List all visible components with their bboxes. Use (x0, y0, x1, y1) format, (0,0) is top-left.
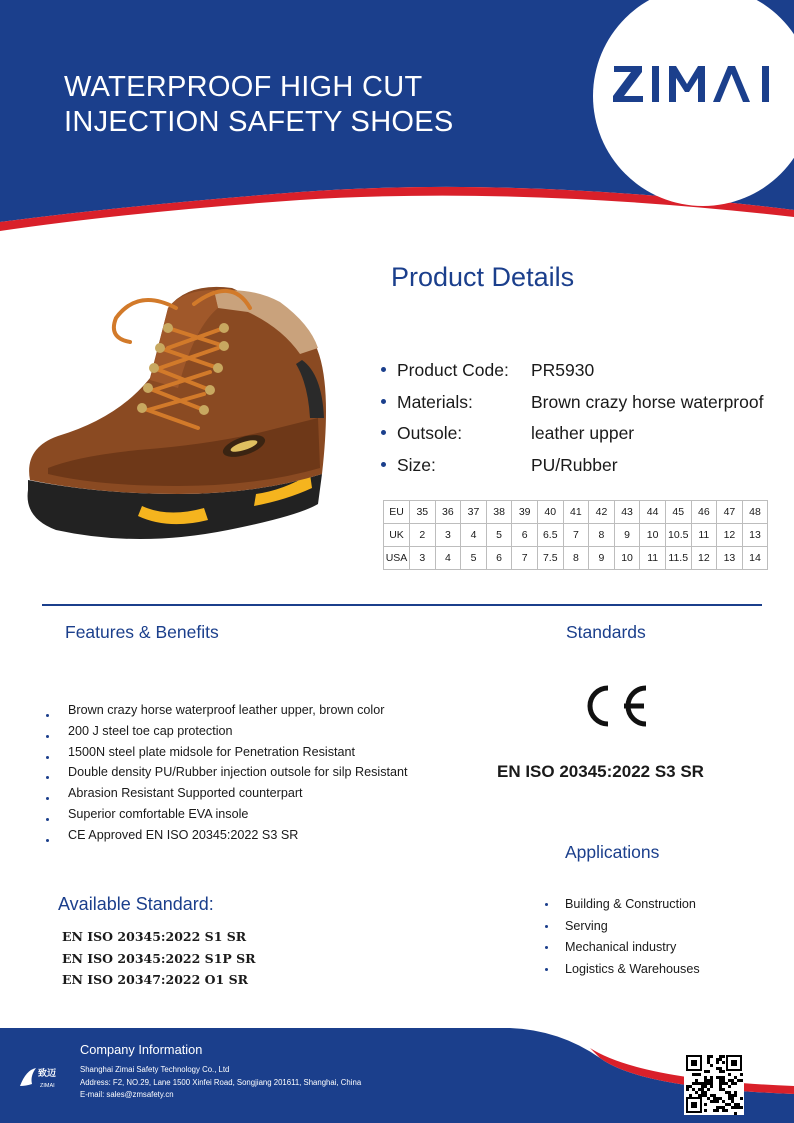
size-cell: 7.5 (537, 547, 563, 570)
size-cell: 35 (410, 501, 436, 524)
size-cell: 8 (589, 524, 615, 547)
bullet-icon (46, 735, 49, 738)
hero-title-line2: INJECTION SAFETY SHOES (64, 106, 454, 138)
spec-value: PR5930 (531, 360, 595, 380)
size-cell: 37 (461, 501, 487, 524)
footer-logo-cn: 致迈 (38, 1068, 57, 1078)
application-text: Logistics & Warehouses (565, 962, 700, 977)
feature-text: 1500N steel plate midsole for Penetration Resistant (68, 744, 356, 759)
section-divider (42, 604, 762, 606)
size-row-uk (384, 524, 768, 547)
spec-value: leather upper (531, 423, 635, 443)
size-cell: 7 (512, 547, 538, 570)
available-standard-item: EN ISO 20347:2022 O1 SR (62, 972, 249, 987)
company-info (80, 1064, 361, 1102)
size-cell: 4 (461, 524, 487, 547)
size-cell: 3 (410, 547, 436, 570)
size-cell: 46 (691, 501, 717, 524)
spec-label: Materials: (397, 391, 473, 412)
size-cell: 9 (614, 524, 640, 547)
spec-label: Product Code: (397, 360, 509, 380)
standards-heading: Standards (566, 622, 646, 642)
available-standard-heading: Available Standard: (58, 894, 214, 914)
size-cell: 42 (589, 501, 615, 524)
company-name: Shanghai Zimai Safety Technology Co., Ltd (80, 1065, 230, 1074)
feature-text: Abrasion Resistant Supported counterpart (68, 786, 303, 801)
footer-logo-en: ZIMAI (40, 1083, 55, 1089)
size-cell: 11.5 (665, 547, 691, 570)
zimai-logo (612, 62, 778, 106)
hero-title-line1: WATERPROOF HIGH CUT (64, 71, 423, 103)
ce-mark-icon (580, 684, 650, 728)
size-row-label: USA (384, 547, 410, 570)
bullet-icon (381, 367, 386, 372)
bullet-icon (545, 903, 548, 906)
size-cell: 36 (435, 501, 461, 524)
application-text: Mechanical industry (565, 940, 677, 955)
size-cell: 10.5 (665, 524, 691, 547)
size-cell: 39 (512, 501, 538, 524)
size-cell: 11 (640, 547, 666, 570)
size-cell: 7 (563, 524, 589, 547)
company-address: Address: F2, NO.29, Lane 1500 Xinfei Road, Songjiang 201611, Shanghai, China (80, 1077, 362, 1087)
available-standard-item: EN ISO 20345:2022 S1 SR (62, 929, 247, 944)
size-cell: 6 (512, 524, 538, 547)
bullet-icon (545, 925, 548, 928)
size-cell: 41 (563, 501, 589, 524)
size-row-label: EU (384, 501, 410, 524)
size-cell: 5 (461, 547, 487, 570)
bullet-icon (545, 946, 548, 949)
company-email: E-mail: sales@zmsafety.cn (80, 1090, 174, 1099)
size-chart-table (383, 500, 768, 570)
size-cell: 40 (537, 501, 563, 524)
size-cell: 38 (486, 501, 512, 524)
hero-title (64, 70, 454, 140)
spec-label: Size: (397, 454, 436, 475)
applications-heading: Applications (565, 842, 660, 862)
size-cell: 13 (717, 547, 743, 570)
bullet-icon (46, 797, 49, 800)
features-heading: Features & Benefits (65, 622, 219, 642)
bullet-icon (545, 968, 548, 971)
bullet-icon (381, 462, 386, 467)
size-cell: 3 (435, 524, 461, 547)
spec-label: Outsole: (397, 423, 463, 443)
application-text: Building & Construction (565, 897, 696, 911)
size-cell: 13 (742, 524, 768, 547)
size-cell: 10 (640, 524, 666, 547)
size-cell: 6 (486, 547, 512, 570)
size-row-label: UK (384, 524, 410, 547)
spec-value: Brown crazy horse waterproof (531, 391, 764, 412)
bullet-icon (46, 818, 49, 821)
size-cell: 48 (742, 501, 768, 524)
size-cell: 11 (691, 524, 717, 547)
feature-text: Brown crazy horse waterproof leather upper, brown color (68, 703, 385, 717)
size-cell: 12 (691, 547, 717, 570)
size-cell: 4 (435, 547, 461, 570)
size-cell: 6.5 (537, 524, 563, 547)
main-standard: EN ISO 20345:2022 S3 SR (497, 762, 704, 781)
size-row-usa (384, 547, 768, 570)
size-cell: 12 (717, 524, 743, 547)
feature-text: CE Approved EN ISO 20345:2022 S3 SR (68, 827, 299, 842)
bullet-icon (381, 399, 386, 404)
size-cell: 8 (563, 547, 589, 570)
bullet-icon (46, 756, 49, 759)
product-details-heading: Product Details (391, 262, 575, 292)
size-cell: 2 (410, 524, 436, 547)
bullet-icon (46, 714, 49, 717)
feature-text: Double density PU/Rubber injection outsole for silp Resistant (68, 765, 408, 780)
size-cell: 14 (742, 547, 768, 570)
bullet-icon (46, 776, 49, 779)
safety-shoe-image (18, 268, 358, 550)
bullet-icon (381, 430, 386, 435)
application-text: Serving (565, 918, 608, 933)
available-standard-item: EN ISO 20345:2022 S1P SR (62, 950, 256, 966)
size-row-eu (384, 501, 768, 524)
size-cell: 9 (589, 547, 615, 570)
bullet-icon (46, 839, 49, 842)
spec-value: PU/Rubber (531, 454, 618, 475)
size-cell: 47 (717, 501, 743, 524)
qr-code-icon[interactable] (684, 1053, 744, 1115)
size-cell: 5 (486, 524, 512, 547)
feature-text: Superior comfortable EVA insole (68, 806, 249, 821)
company-info-heading: Company Information (80, 1042, 203, 1057)
available-standard-list (62, 929, 256, 994)
size-cell: 43 (614, 501, 640, 524)
feature-text: 200 J steel toe cap protection (68, 723, 233, 738)
size-cell: 10 (614, 547, 640, 570)
size-cell: 44 (640, 501, 666, 524)
size-cell: 45 (665, 501, 691, 524)
